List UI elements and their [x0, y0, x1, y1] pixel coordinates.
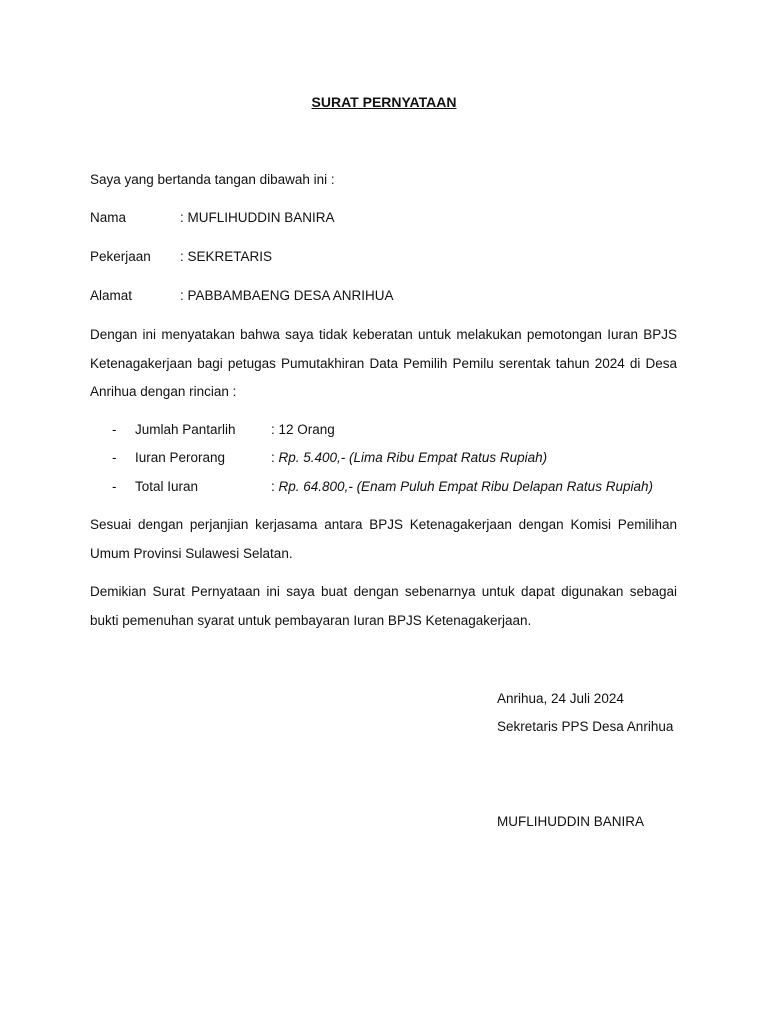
detail-label: Iuran Perorang [135, 450, 226, 465]
paragraph-line: Umum Provinsi Sulawesi Selatan. [90, 545, 293, 561]
detail-row-iuran [112, 450, 547, 465]
field-label: Nama [90, 210, 127, 225]
paragraph-line: Dengan ini menyatakan bahwa saya tidak keberatan untuk melakukan pemotongan Iuran BPJS [90, 327, 677, 342]
field-row-nama [90, 210, 335, 225]
bullet-dash: - [112, 450, 117, 465]
detail-colon: : [271, 450, 279, 465]
document-title: SURAT PERNYATAAN [311, 94, 457, 110]
paragraph-line: Ketenagakerjaan bagi petugas Pumutakhiran Data Pemilih Pemilu serentak tahun 2024 di Desa [90, 355, 677, 371]
detail-value: 12 Orang [278, 422, 335, 437]
paragraph-line: Anrihua dengan rincian : [90, 384, 237, 399]
field-value: : MUFLIHUDDIN BANIRA [180, 210, 335, 225]
field-label: Pekerjaan [90, 249, 151, 264]
field-row-alamat [90, 288, 394, 303]
signature-name: MUFLIHUDDIN BANIRA [497, 814, 645, 829]
statement-paragraph [90, 321, 677, 407]
detail-value: Rp. 64.800,- (Enam Puluh Empat Ribu Delapan Ratus Rupiah) [278, 479, 653, 494]
signature-place-date: Anrihua, 24 Juli 2024 [497, 691, 624, 706]
agreement-paragraph [90, 511, 677, 568]
paragraph-line: Sesuai dengan perjanjian kerjasama antara BPJS Ketenagakerjaan dengan Komisi Pemilihan [90, 517, 677, 532]
intro-text: Saya yang bertanda tangan dibawah ini : [90, 172, 335, 187]
field-row-pekerjaan [90, 249, 272, 264]
field-value: : PABBAMBAENG DESA ANRIHUA [180, 288, 394, 303]
bullet-dash: - [112, 479, 117, 494]
signature-position: Sekretaris PPS Desa Anrihua [497, 719, 674, 734]
paragraph-line: bukti pemenuhan syarat untuk pembayaran Iuran BPJS Ketenagakerjaan. [90, 612, 532, 628]
detail-colon: : [271, 479, 279, 494]
detail-row-jumlah [112, 422, 335, 437]
field-label: Alamat [90, 288, 133, 303]
paragraph-line: Demikian Surat Pernyataan ini saya buat dengan sebenarnya untuk dapat digunakan sebagai [90, 584, 677, 599]
detail-label: Jumlah Pantarlih [135, 422, 236, 437]
closing-paragraph [90, 578, 677, 635]
detail-label: Total Iuran [135, 479, 199, 494]
bullet-dash: - [112, 422, 117, 437]
detail-row-total [112, 479, 653, 494]
field-value: : SEKRETARIS [180, 249, 273, 264]
detail-colon: : [271, 422, 279, 437]
detail-value: Rp. 5.400,- (Lima Ribu Empat Ratus Rupiah) [278, 450, 548, 465]
